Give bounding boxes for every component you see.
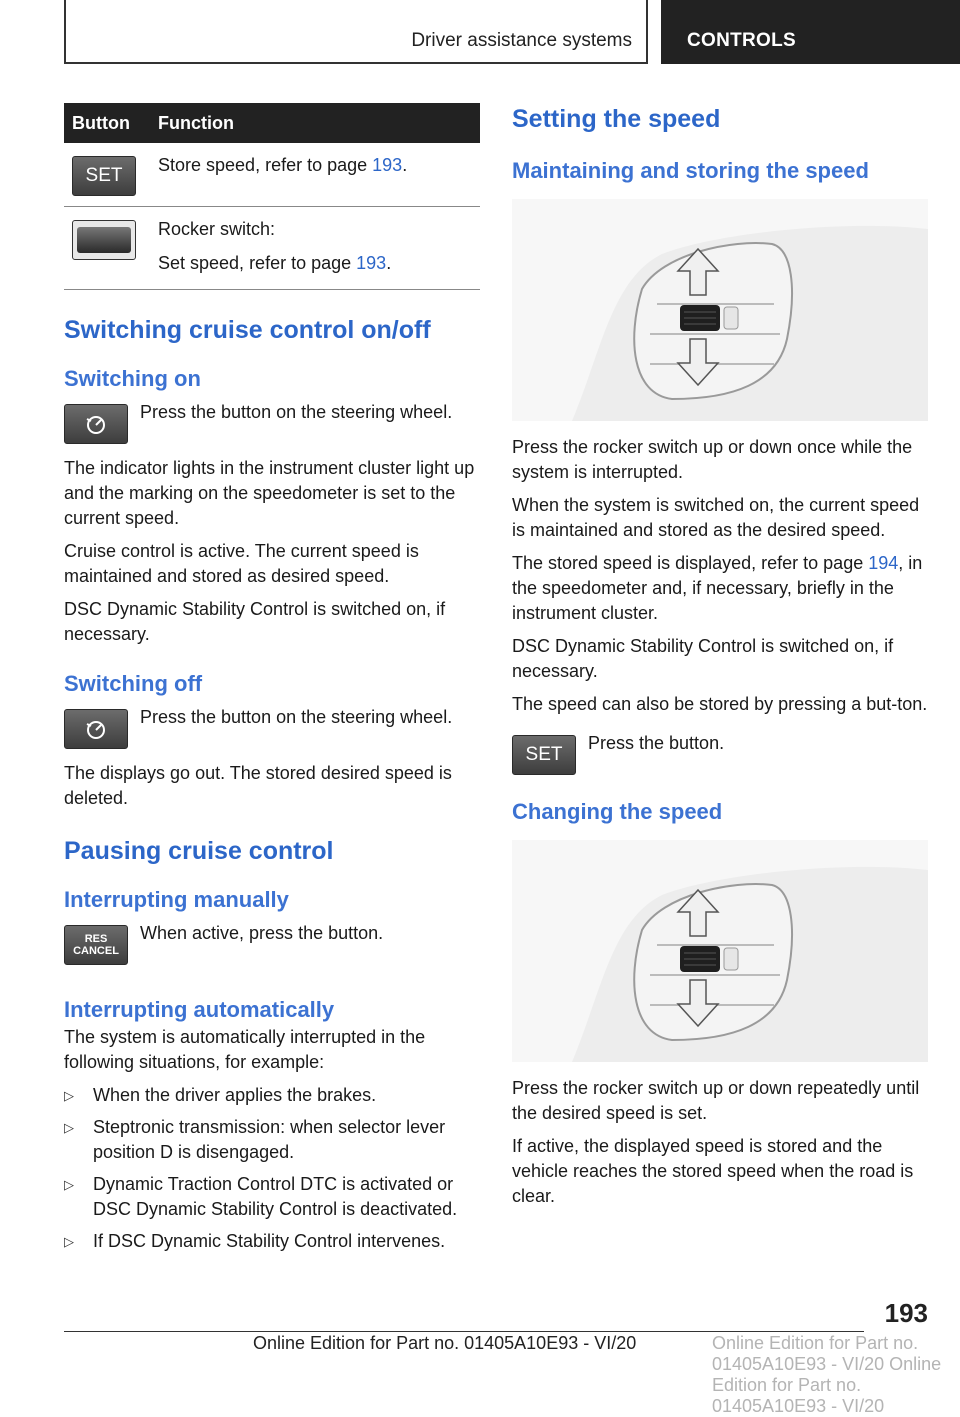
triangle-bullet-icon: ▷ [64,1234,74,1249]
heading-switching-on: Switching on [64,366,201,391]
set-button-icon: SET [72,156,136,196]
list-item: ▷ Steptronic transmission: when selector lever position D is disengaged. [64,1117,446,1162]
table-row [64,143,480,207]
list-item: ▷ Dynamic Traction Control DTC is activated or DSC Dynamic Stability Control is deactivated. [64,1174,458,1219]
paragraph: The indicator lights in the instrument cluster light up and the marking on the speedometer is set to the current speed. [64,458,475,528]
running-header-box [64,0,648,64]
cruise-control-symbol-icon [65,405,127,443]
switch-on-instruction [64,404,480,444]
table-header-row [64,103,480,143]
switch-off-text: Press the button on the steering wheel. [140,707,453,727]
steering-wheel-controls-illustration [512,840,928,1062]
cruise-control-button-icon [64,709,128,749]
interrupt-manual-text: When active, press the button. [140,923,384,943]
cruise-control-symbol-icon [65,710,127,748]
switch-off-instruction [64,709,480,749]
footer-edition: Online Edition for Part no. 01405A10E93 - VI/20 [253,1333,637,1353]
list-item: ▷ If DSC Dynamic Stability Control intervenes. [64,1229,480,1254]
paragraph: The speed can also be stored by pressing a but‐ton. [512,694,928,714]
footer-source-watermark: Online Edition for Part no. 01405A10E93 - VI/20 Online Edition for Part no. 01405A10E93 - VI/20 [712,1333,942,1416]
cruise-control-button-icon [64,404,128,444]
table-header-function: Function [150,103,480,143]
paragraph: When the system is switched on, the current speed is maintained and stored as the desired speed. [512,495,920,540]
paragraph: Press the rocker switch up or down repeatedly until the desired speed is set. [512,1078,920,1123]
left-column [64,103,480,1261]
page-link[interactable]: 193 [356,253,387,273]
set-button-icon: SET [512,735,576,775]
triangle-bullet-icon: ▷ [64,1177,74,1192]
steering-wheel-rocker-photo [512,199,928,421]
rocker-switch-icon [72,220,136,260]
paragraph: The displays go out. The stored desired speed is deleted. [64,763,452,808]
paragraph: If active, the displayed speed is stored and the vehicle reaches the stored speed when the road is clear. [512,1136,914,1206]
heading-switching-cruise-control: Switching cruise control on/off [64,316,431,344]
bullet-list [64,1083,480,1254]
interrupt-manual-instruction [64,925,480,965]
paragraph: Cruise control is active. The current speed is maintained and stored as desired speed. [64,541,419,586]
store-speed-text: Press the button. [588,733,725,753]
page-number: 193 [884,1298,928,1328]
paragraph: Press the rocker switch up or down once while the system is interrupted. [512,437,913,482]
button-function-table [64,103,480,290]
switch-on-text: Press the button on the steering wheel. [140,402,453,422]
footer-divider [64,1331,864,1332]
heading-maintaining-storing: Maintaining and storing the speed [512,158,869,183]
list-item: ▷ When the driver applies the brakes. [64,1083,480,1108]
steering-wheel-controls-illustration [512,199,928,421]
table-cell-text: Set speed, refer to page 193. [158,253,392,273]
heading-changing-the-speed: Changing the speed [512,799,723,824]
chapter-tab [661,0,960,64]
paragraph: DSC Dynamic Stability Control is switched on, if necessary. [64,599,446,644]
heading-interrupting-manually: Interrupting manually [64,887,289,912]
table-header-button: Button [64,103,150,143]
page-link[interactable]: 194 [868,553,899,573]
store-speed-instruction [512,735,928,775]
paragraph: The system is automatically interrupted in the following situations, for example: [64,1027,426,1072]
triangle-bullet-icon: ▷ [64,1120,74,1135]
heading-pausing-cruise-control: Pausing cruise control [64,837,334,865]
table-cell-text: Rocker switch: [158,219,276,239]
chapter-title: CONTROLS [687,30,797,51]
table-cell-text: Store speed, refer to page 193. [158,155,408,175]
heading-switching-off: Switching off [64,671,203,696]
paragraph: DSC Dynamic Stability Control is switched on, if necessary. [512,636,894,681]
steering-wheel-rocker-photo [512,840,928,1062]
table-row [64,207,480,290]
running-header-section: Driver assistance systems [411,30,632,51]
triangle-bullet-icon: ▷ [64,1088,74,1103]
paragraph: The stored speed is displayed, refer to page 194, in the speedometer and, if necessary, briefly in the instrument cluster. [512,553,923,623]
heading-interrupting-automatically: Interrupting automatically [64,997,335,1022]
right-column [512,103,928,1217]
heading-setting-the-speed: Setting the speed [512,105,721,133]
page-link[interactable]: 193 [372,155,403,175]
res-cancel-button-icon: RES CANCEL [64,925,128,965]
